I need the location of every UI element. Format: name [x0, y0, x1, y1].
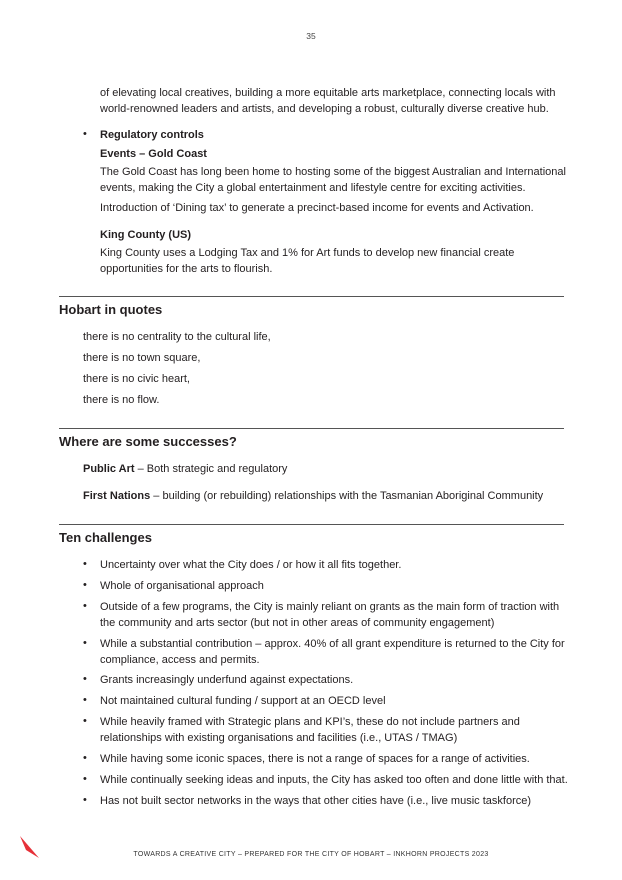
quote-line: there is no town square, — [83, 352, 201, 364]
success-text: – building (or rebuilding) relationships with the Tasmanian Aboriginal Community — [150, 490, 544, 502]
challenge-item: Grants increasingly underfund against expectations. — [100, 674, 354, 686]
success-label: Public Art — [83, 463, 135, 475]
challenge-item: Uncertainty over what the City does / or how it all fits together. — [100, 559, 402, 571]
king-county-paragraph: King County uses a Lodging Tax and 1% for Art funds to develop new financial create opportunities for the arts to flourish. — [100, 247, 515, 275]
bullet: • — [83, 558, 87, 570]
success-item — [83, 489, 543, 505]
quote-line: there is no flow. — [83, 394, 160, 406]
challenge-item: While having some iconic spaces, there is not a range of spaces for a range of activities. — [100, 753, 530, 765]
divider — [59, 428, 564, 429]
divider — [59, 524, 564, 525]
divider — [59, 296, 564, 297]
bullet: • — [83, 694, 87, 706]
challenge-item: Outside of a few programs, the City is mainly reliant on grants as the main form of traction with the community and arts sector (but not in other areas of community engagement) — [100, 601, 560, 629]
bullet: • — [83, 600, 87, 612]
intro-paragraph: of elevating local creatives, building a more equitable arts marketplace, connecting locals with world-renowned leaders and artists, and developing a robust, culturally diverse creative hub. — [100, 87, 556, 115]
challenge-item: Whole of organisational approach — [100, 580, 264, 592]
challenge-item: While continually seeking ideas and inputs, the City has asked too often and done little with that. — [100, 774, 568, 786]
bullet: • — [83, 128, 87, 140]
events-paragraph-1: The Gold Coast has long been home to hosting some of the biggest Australian and International events, making the City a global entertainment and lifestyle centre for exciting activities. — [100, 166, 566, 194]
king-county-heading: King County (US) — [100, 229, 192, 241]
events-paragraph-2: Introduction of ‘Dining tax’ to generate a precinct-based income for events and Activation. — [100, 202, 534, 214]
events-heading: Events – Gold Coast — [100, 148, 207, 160]
bullet: • — [83, 673, 87, 685]
quotes-heading: Hobart in quotes — [59, 302, 163, 317]
footer: TOWARDS A CREATIVE CITY – PREPARED FOR THE CITY OF HOBART – INKHORN PROJECTS 2023 — [133, 851, 489, 858]
bullet: • — [83, 773, 87, 785]
challenge-item: Not maintained cultural funding / support at an OECD level — [100, 695, 386, 707]
quote-line: there is no civic heart, — [83, 373, 190, 385]
regulatory-title: Regulatory controls — [100, 129, 204, 141]
page-number: 35 — [306, 31, 316, 41]
challenge-item: While a substantial contribution – approx. 40% of all grant expenditure is returned to the City for compliance, access and permits. — [100, 638, 565, 666]
challenge-item: While heavily framed with Strategic plans and KPI’s, these do not include partners and relationships with existing organisations and facilities (i.e., UTAS / TMAG) — [100, 716, 520, 744]
challenges-heading: Ten challenges — [59, 530, 152, 545]
bullet: • — [83, 637, 87, 649]
successes-heading: Where are some successes? — [59, 434, 237, 449]
bullet: • — [83, 752, 87, 764]
success-item — [83, 462, 287, 478]
success-text: – Both strategic and regulatory — [134, 463, 288, 475]
bullet: • — [83, 794, 87, 806]
challenge-item: Has not built sector networks in the ways that other cities have (i.e., live music taskforce) — [100, 795, 532, 807]
quote-line: there is no centrality to the cultural life, — [83, 331, 271, 343]
success-label: First Nations — [83, 490, 151, 502]
bullet: • — [83, 715, 87, 727]
bullet: • — [83, 579, 87, 591]
